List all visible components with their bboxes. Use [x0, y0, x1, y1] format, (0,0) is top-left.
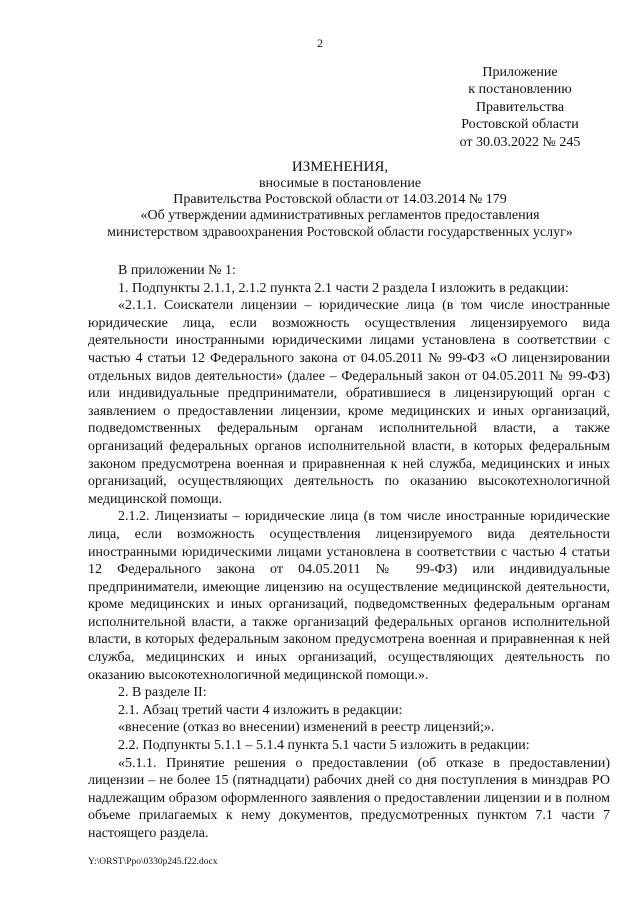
document-body	[88, 262, 610, 843]
file-path-footer: Y:\ORST\Ppo\0330p245.f22.docx	[88, 857, 218, 867]
heading-line: «Об утверждении административных регламентов предоставления	[140, 208, 540, 224]
heading-line: Правительства Ростовской области от 14.03.2014 № 179	[173, 192, 507, 208]
appendix-block	[440, 64, 600, 151]
heading-line: вносимые в постановление	[258, 176, 422, 191]
heading-line: министерством здравоохранения Ростовской области государственных услуг»	[107, 224, 573, 240]
document-title: ИЗМЕНЕНИЯ,	[291, 159, 389, 175]
page-number: 2	[317, 36, 323, 50]
paragraph: 2.1.2. Лицензиаты – юридические лица (в том числе иностранные юридические лица, если возможность осуществления лицензируемого вида деятельности иностранными юридическими лицами установлена в соответствии с частью 4 статьи 12 Федерального закона от 04.05.2011 № 99-ФЗ) или индивидуальные предприниматели, имеющие лицензию на осуществление медицинской деятельности, кроме медицинских и иных организаций, подведомственных федеральным органам исполнительной власти, а также организаций федеральных органов исполнительной власти, в которых федеральным законом предусмотрена военная и приравненная к ней служба, медицинских и иных организаций, осуществляющих деятельность по оказанию высокотехнологичной медицинской помощи.».	[88, 509, 610, 683]
document-heading	[70, 158, 610, 241]
appendix-line: от 30.03.2022 № 245	[459, 134, 581, 150]
appendix-line: к постановлению	[468, 82, 572, 98]
paragraph: В приложении № 1:	[118, 263, 236, 278]
paragraph: «2.1.1. Соискатели лицензии – юридические лица (в том числе иностранные юридические лица, если возможность осуществления лицензируемого вида деятельности иностранными юридическими лицами установлена в соответствии с частью 4 статьи 12 Федерального закона от 04.05.2011 № 99-ФЗ «О лицензировании отдельных видов деятельности» (далее – Федеральный закон от 04.05.2011 № 99-ФЗ) или индивидуальные предприниматели, обратившиеся в лицензирующий орган с заявлением о предоставлении лицензии, кроме медицинских и иных организаций, подведомственных федеральным органам исполнительной власти, а также организаций федеральных органов исполнительной власти, в которых федеральным законом предусмотрена военная и приравненная к ней служба, медицинских и иных организаций, осуществляющих деятельность по оказанию высокотехнологичной медицинской помощи.	[88, 298, 610, 507]
paragraph: «внесение (отказ во внесении) изменений в реестр лицензий;».	[118, 720, 495, 736]
paragraph: 2. В разделе II:	[118, 685, 207, 701]
paragraph: 2.1. Абзац третий части 4 изложить в редакции:	[118, 702, 403, 718]
paragraph: 1. Подпункты 2.1.1, 2.1.2 пункта 2.1 части 2 раздела I изложить в редакции:	[118, 280, 569, 296]
paragraph: «5.1.1. Принятие решения о предоставлении (об отказе в предоставлении) лицензии – не более 15 (пятнадцати) рабочих дней со дня поступления в минздрав РО надлежащим образом оформленного заявления о предоставлении лицензии и в полном объеме прилагаемых к нему документов, предусмотренных пунктом 7.1 части 7 настоящего раздела.	[88, 755, 610, 841]
paragraph: 2.2. Подпункты 5.1.1 – 5.1.4 пункта 5.1 части 5 изложить в редакции:	[118, 738, 530, 754]
appendix-line: Ростовской области	[461, 117, 579, 133]
appendix-line: Приложение	[482, 65, 558, 80]
appendix-line: Правительства	[475, 99, 565, 115]
